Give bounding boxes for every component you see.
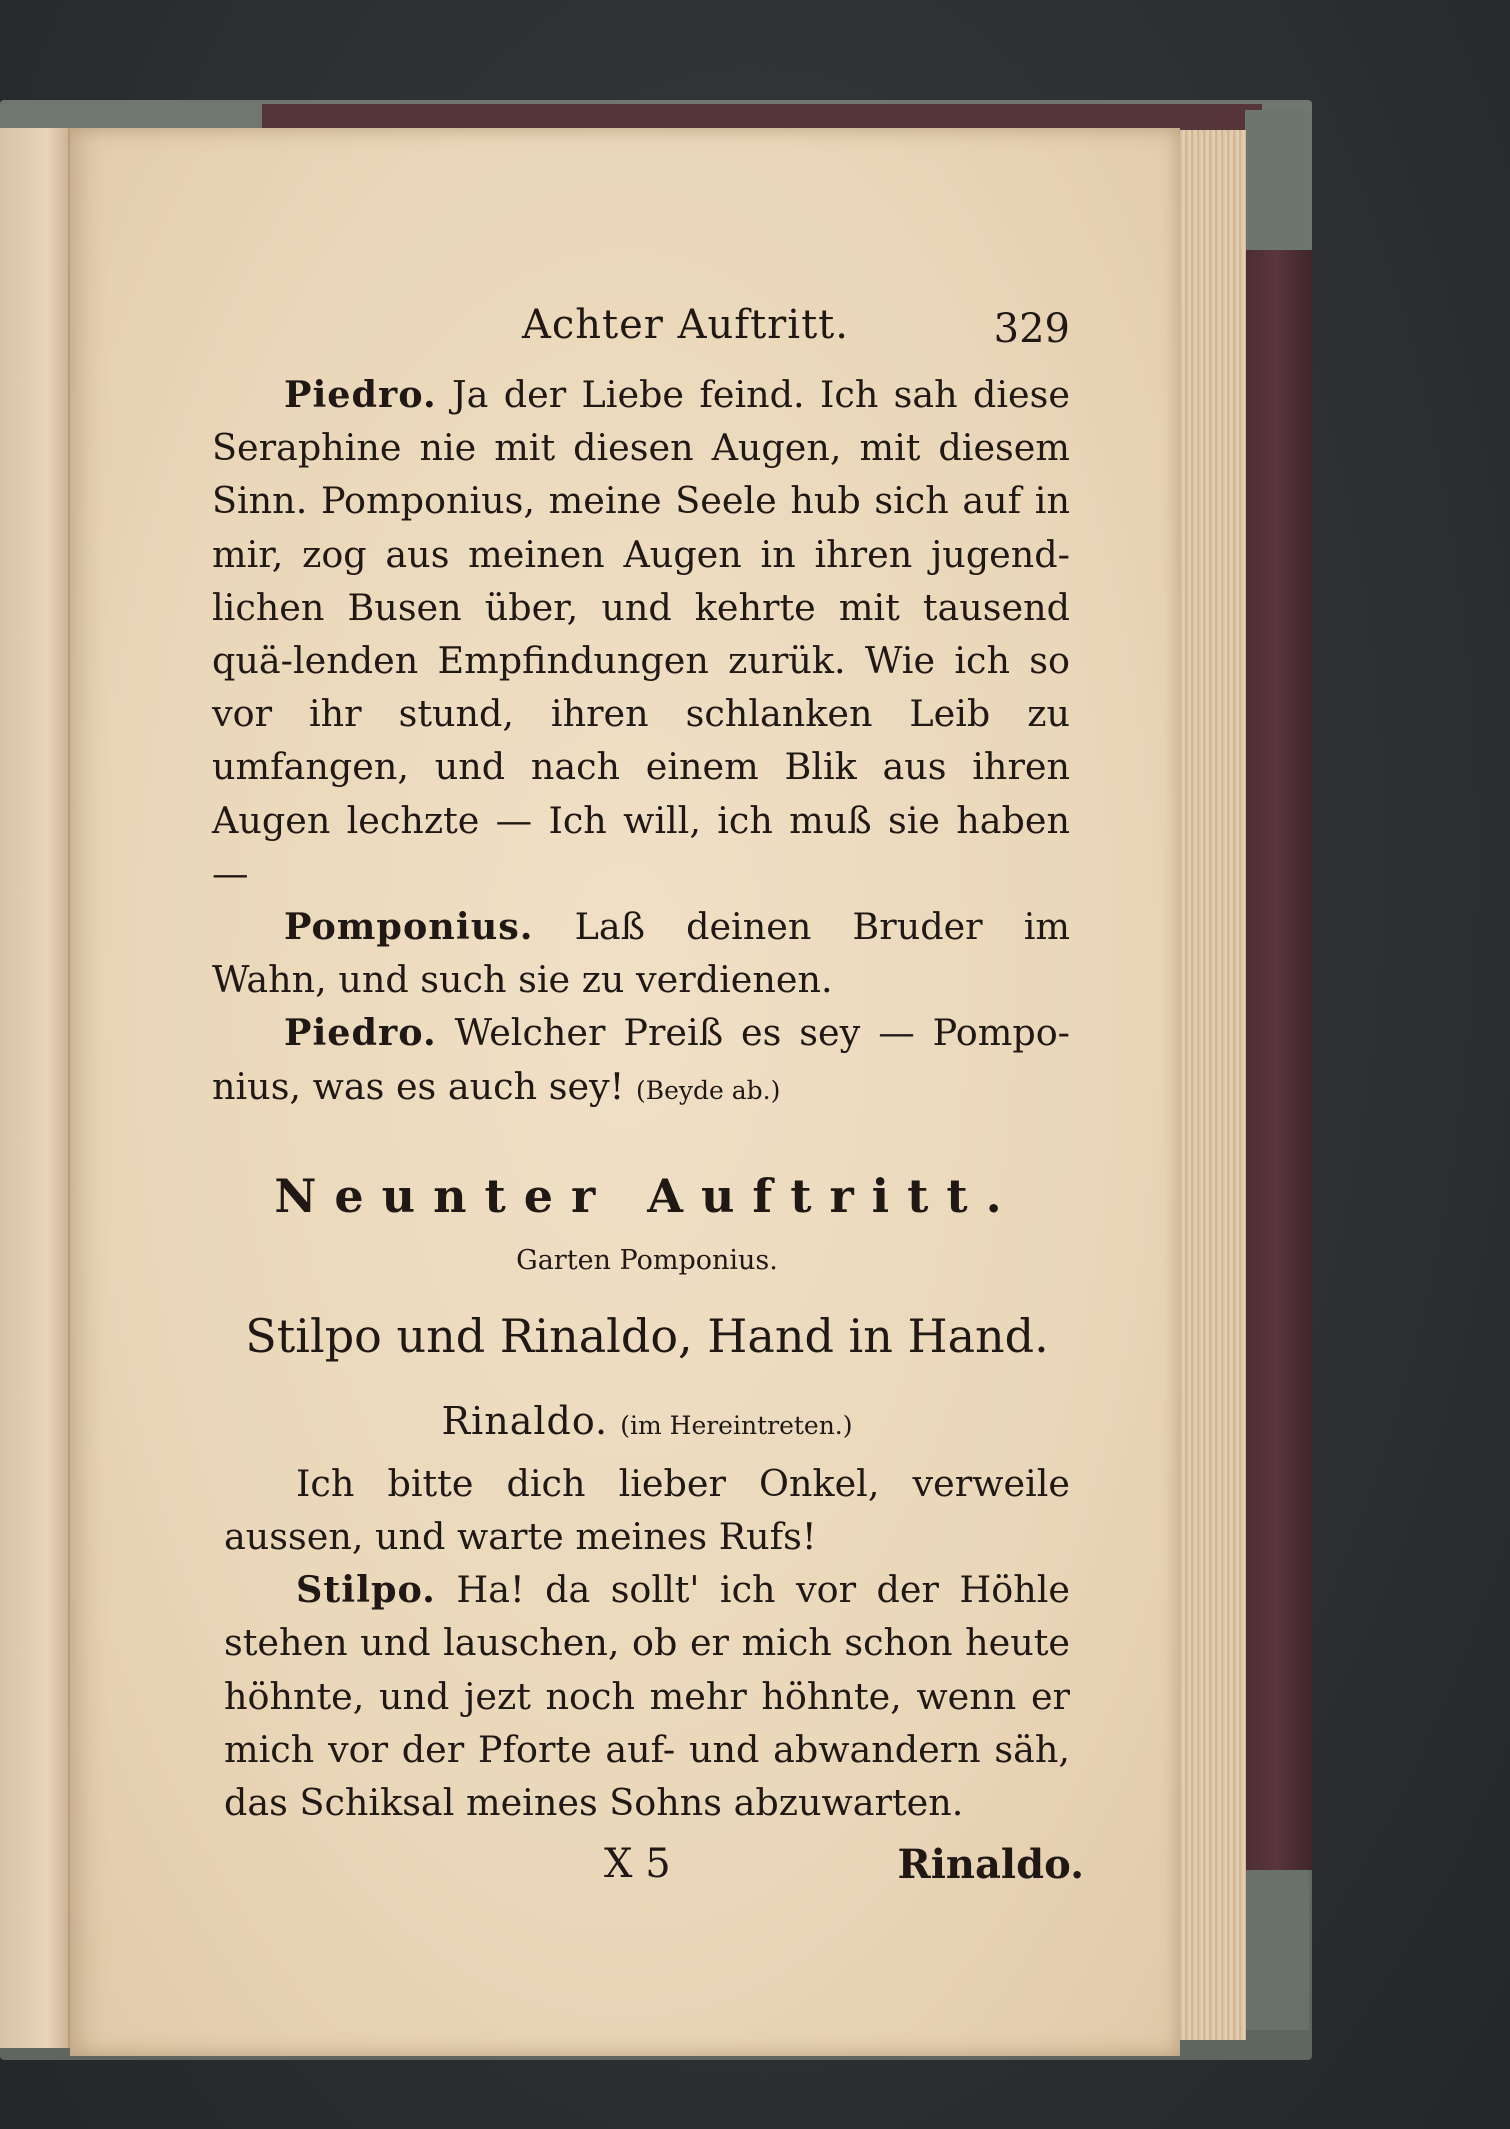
cover-leather-edge <box>1240 250 1312 1870</box>
spine-cloth-top <box>1245 110 1305 260</box>
paragraph-text: Ja der Liebe feind. Ich sah diese Seraphine nie mit diesen Augen, mit diesem Sinn. Pomponius, meine Seele hub sich auf in mir, zog aus meinen Augen in ihren jugend-lichen Busen über, und kehrte mit tausend quä-lenden Empfindungen zurük. Wie ich so vor ihr stund, ihren schlanken Leib zu umfangen, und nach einem Blik aus ihren Augen lechzte — Ich will, ich muß sie haben — <box>212 373 1070 895</box>
speaker-heading <box>224 1399 1070 1457</box>
running-head <box>212 298 1070 368</box>
text-column <box>212 298 1084 1897</box>
scene-setting: Garten Pomponius. <box>516 1244 778 1276</box>
paragraph-piedro-1 <box>212 368 1070 900</box>
facing-page-edge <box>0 128 70 2048</box>
speaker-name: Stilpo. <box>296 1568 436 1612</box>
speaker-name: Piedro. <box>284 373 437 416</box>
scene-characters: Stilpo und Rinaldo, Hand in Hand. <box>245 1308 1049 1363</box>
paragraph-text: Laß deinen Bruder im Wahn, und such sie zu verdienen. <box>212 905 1071 1002</box>
speaker-name: Piedro. <box>284 1011 437 1055</box>
scene-nine <box>224 1168 1084 1897</box>
paragraph-text: Ich bitte dich lieber Onkel, verweile aussen, und warte meines Rufs! <box>224 1461 1070 1559</box>
page-block-edges <box>1176 130 1246 2040</box>
page-number: 329 <box>993 306 1070 352</box>
catchword: Rinaldo. <box>897 1841 1084 1889</box>
running-title: Achter Auftritt. <box>522 302 849 348</box>
paragraph-text: Ha! da sollt' ich vor der Höhle stehen und lauschen, ob er mich schon heute höhnte, und jezt noch mehr höhnte, wenn er mich vor der Pforte auf- und abwandern säh, das Schiksal meines Sohns abzuwarten. <box>224 1568 1071 1825</box>
spine-cloth-bottom <box>1245 1870 1309 2030</box>
signature-mark: X 5 <box>604 1841 671 1888</box>
paragraph-piedro-2 <box>212 1006 1070 1116</box>
book-page <box>70 128 1180 2056</box>
paragraph-rinaldo <box>224 1457 1070 1563</box>
stage-direction: (im Hereintreten.) <box>620 1410 853 1440</box>
scene-title: Neunter Auftritt. <box>274 1168 1020 1223</box>
speaker-name: Rinaldo. <box>441 1398 609 1443</box>
page-footer <box>224 1837 1084 1897</box>
speaker-name: Pomponius. <box>284 905 534 949</box>
stage-direction: (Beyde ab.) <box>635 1075 781 1105</box>
paragraph-text: Welcher Preiß es sey — Pompo-nius, was es auch sey! <box>212 1011 1070 1108</box>
paragraph-pomponius <box>212 900 1070 1006</box>
paragraph-stilpo <box>224 1563 1070 1829</box>
